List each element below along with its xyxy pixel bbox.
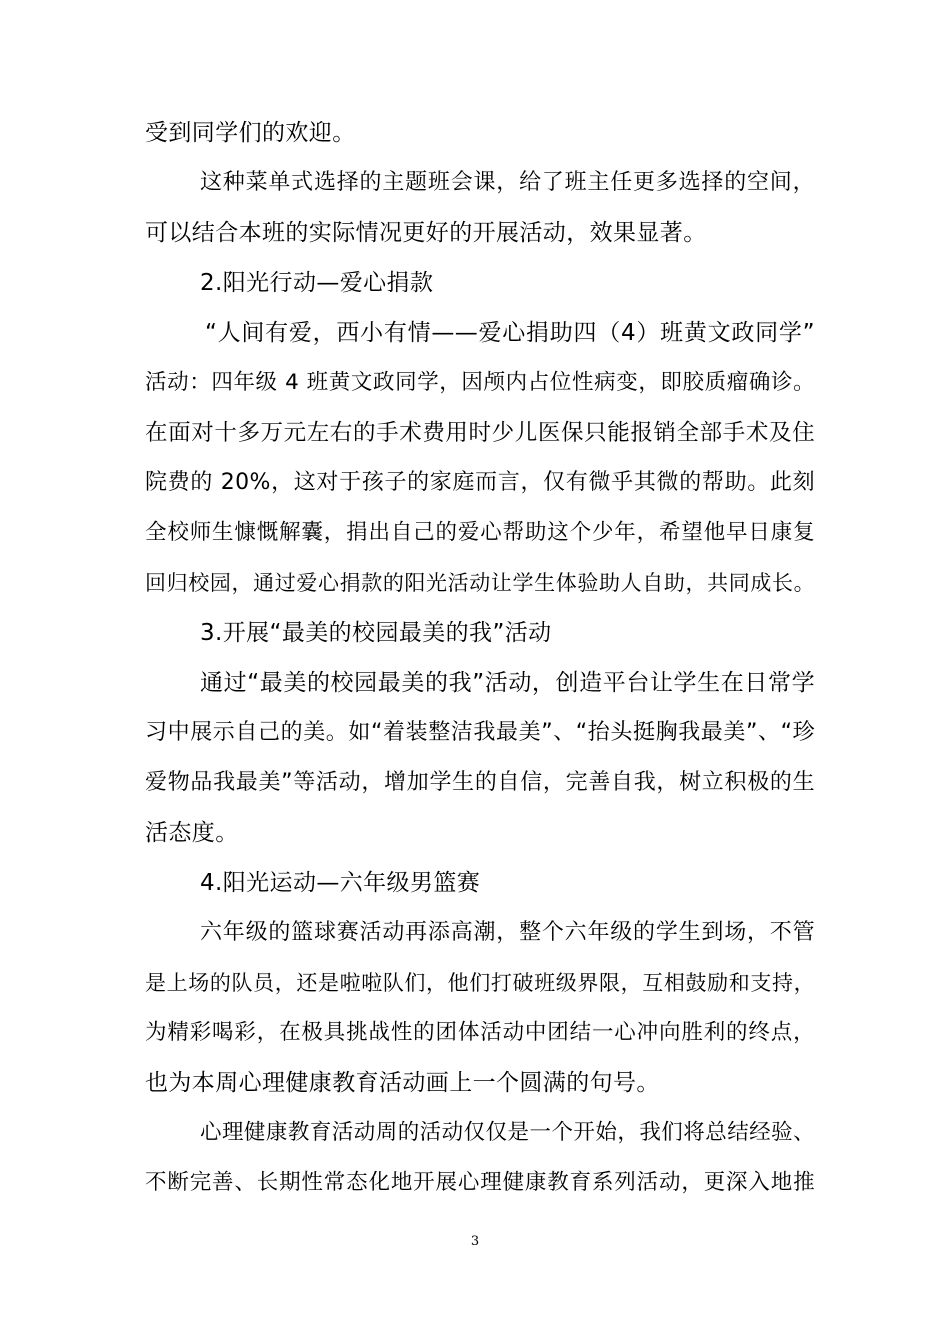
paragraph-line: 可以结合本班的实际情况更好的开展活动，效果显著。 <box>145 220 707 246</box>
paragraph-line: 受到同学们的欢迎。 <box>145 120 356 146</box>
paragraph-line: 这种菜单式选择的主题班会课，给了班主任更多选择的空间， <box>200 170 815 195</box>
page-number: 3 <box>470 1234 480 1249</box>
section-heading: 2.阳光行动—爱心捐款 <box>200 270 434 296</box>
paragraph-line: 活态度。 <box>145 820 239 846</box>
paragraph-line: 不断完善、长期性常态化地开展心理健康教育系列活动，更深入地推 <box>145 1170 815 1195</box>
paragraph-line: 在面对十多万元左右的手术费用时少儿医保只能报销全部手术及住 <box>145 420 815 446</box>
paragraph-line: 六年级的篮球赛活动再添高潮，整个六年级的学生到场，不管 <box>200 920 815 945</box>
paragraph-line: 回归校园，通过爱心捐款的阳光活动让学生体验助人自助，共同成长。 <box>145 571 815 595</box>
paragraph-line: 全校师生慷慨解囊，捐出自己的爱心帮助这个少年，希望他早日康复 <box>145 520 815 545</box>
paragraph-line: 是上场的队员，还是啦啦队们，他们打破班级界限，互相鼓励和支持， <box>145 971 815 995</box>
section-heading: 4.阳光运动—六年级男篮赛 <box>200 870 481 896</box>
paragraph-line: 习中展示自己的美。如“着装整洁我最美”、“抬头挺胸我最美”、“珍 <box>145 720 815 745</box>
paragraph-line: 院费的 20%，这对于孩子的家庭而言，仅有微乎其微的帮助。此刻 <box>145 470 815 495</box>
paragraph-line: 通过“最美的校园最美的我”活动，创造平台让学生在日常学 <box>200 670 815 696</box>
paragraph-line: 活动：四年级 4 班黄文政同学，因颅内占位性病变，即胶质瘤确诊。 <box>145 370 815 395</box>
paragraph-line: 为精彩喝彩，在极具挑战性的团体活动中团结一心冲向胜利的终点， <box>145 1020 815 1045</box>
paragraph-line: 爱物品我最美”等活动，增加学生的自信，完善自我，树立积极的生 <box>145 770 815 795</box>
paragraph-line: “人间有爱，西小有情——爱心捐助四（4）班黄文政同学” <box>205 320 815 346</box>
paragraph-line: 心理健康教育活动周的活动仅仅是一个开始，我们将总结经验、 <box>200 1120 815 1145</box>
section-heading: 3.开展“最美的校园最美的我”活动 <box>200 620 552 646</box>
paragraph-line: 也为本周心理健康教育活动画上一个圆满的句号。 <box>145 1070 660 1096</box>
